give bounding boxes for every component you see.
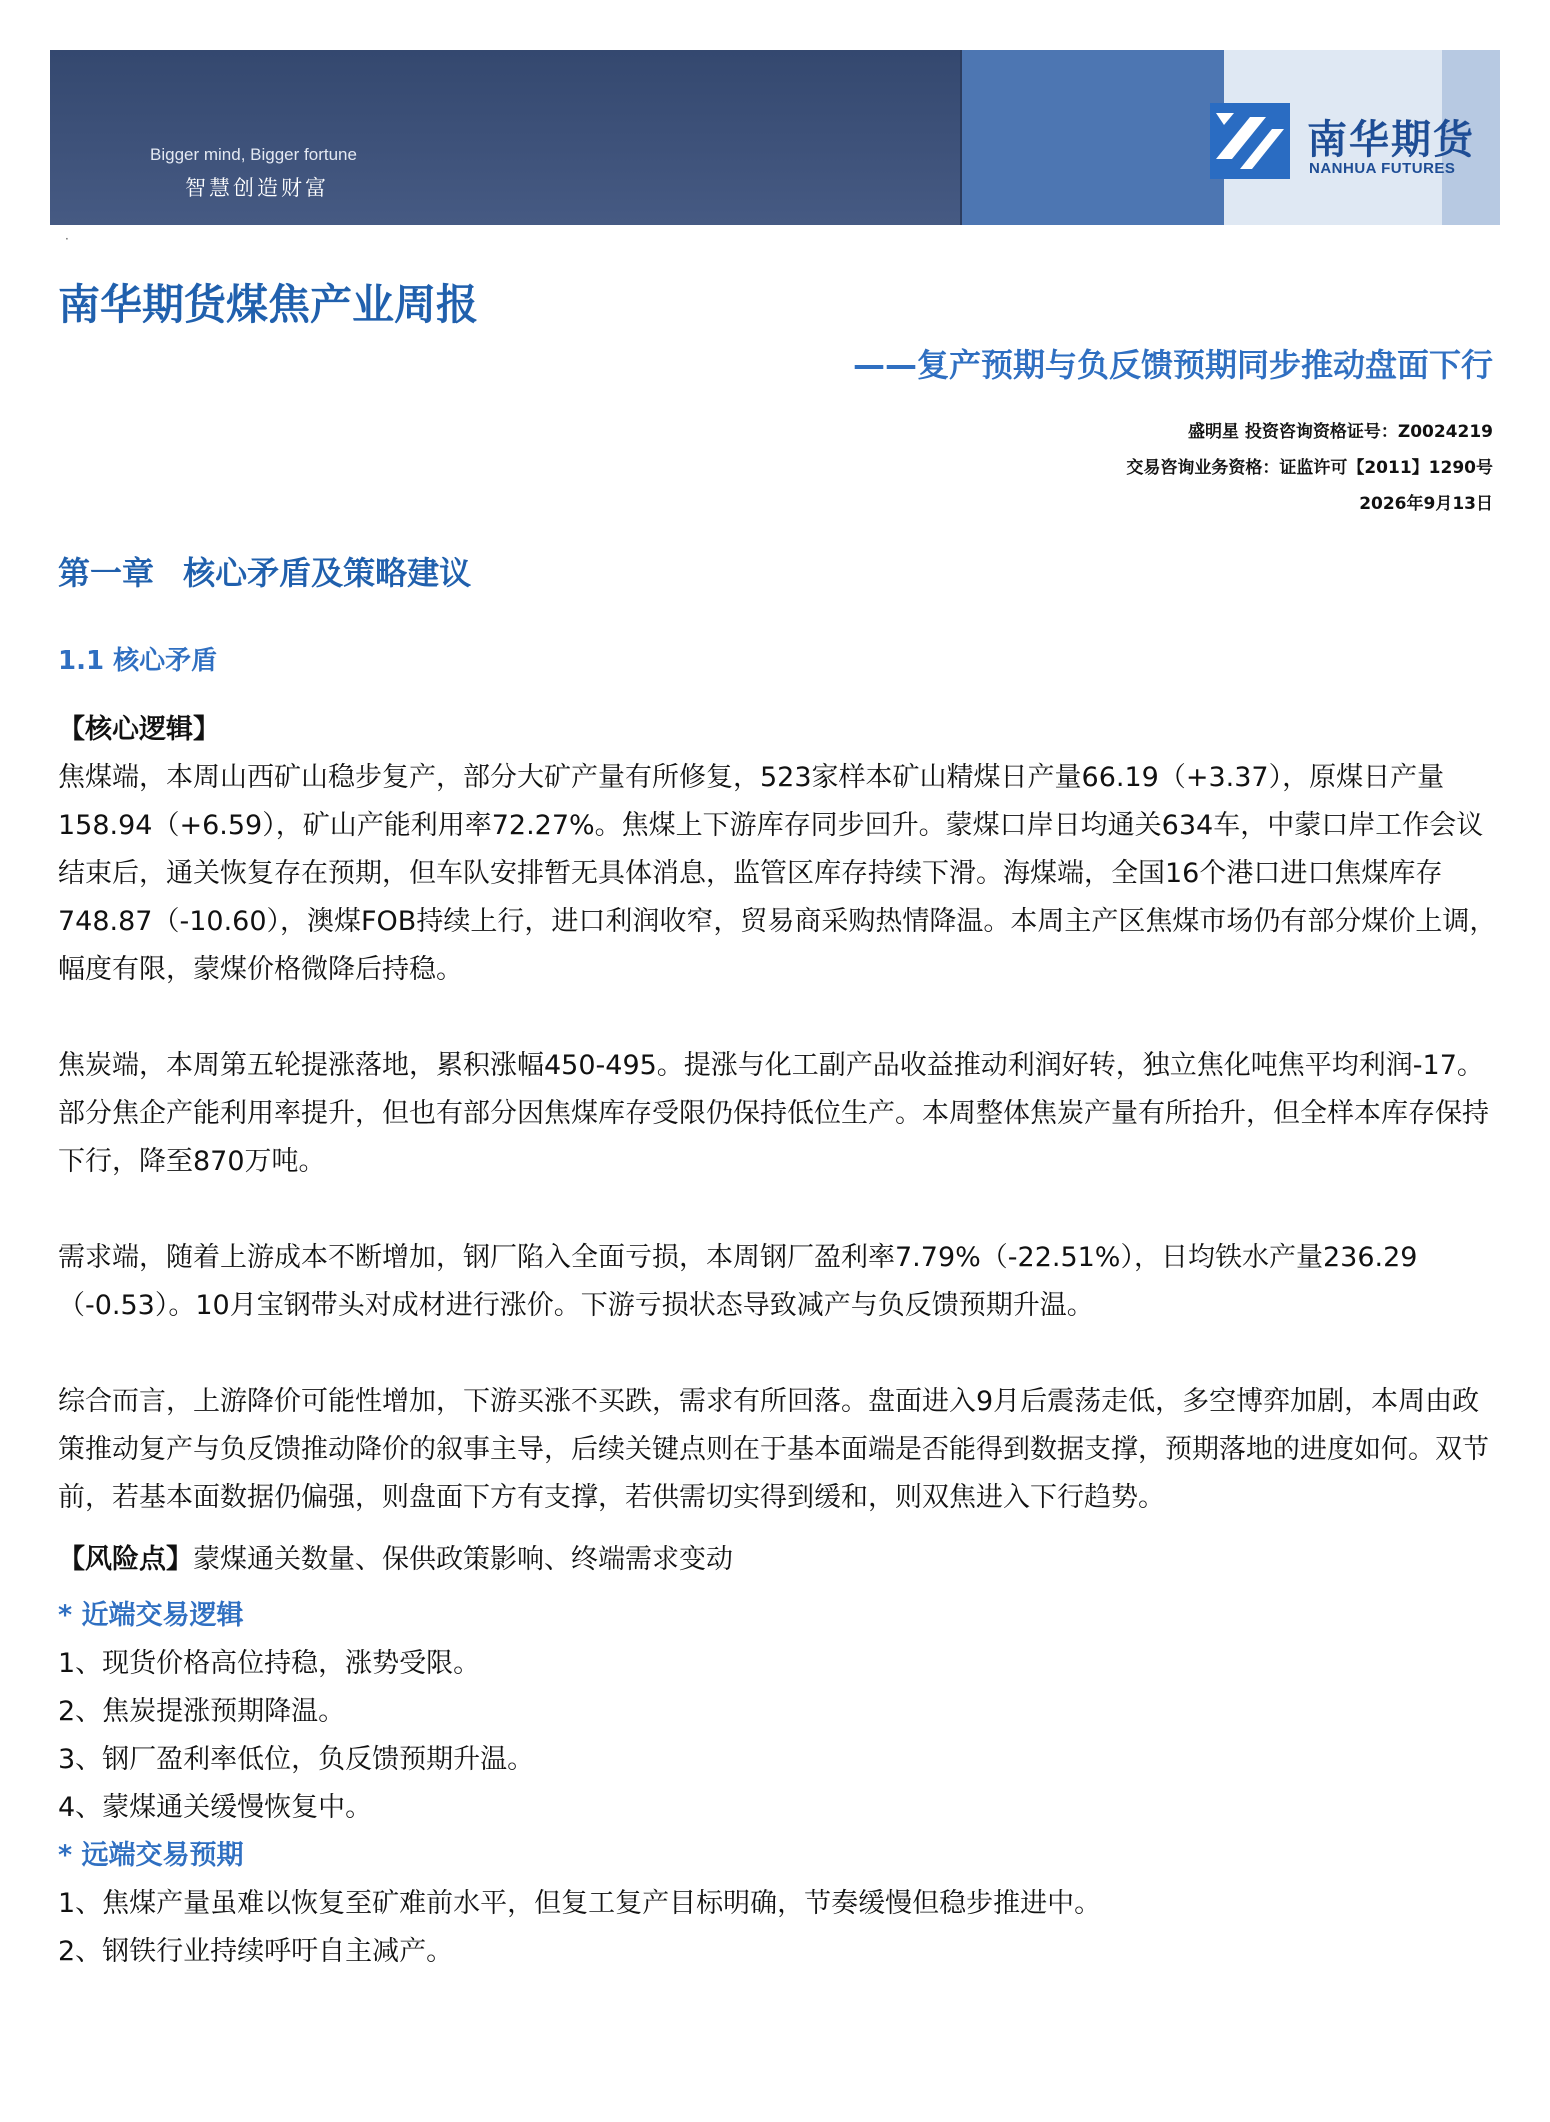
logo-text-english: NANHUA FUTURES <box>1309 160 1456 177</box>
report-date: 2026年9月13日 <box>1359 494 1493 514</box>
slogan-chinese: 智慧创造财富 <box>185 176 329 200</box>
nanhua-logo-icon <box>1210 103 1290 179</box>
spacer <box>58 994 1498 1042</box>
near-term-item: 1、现货价格高位持稳，涨势受限。 <box>58 1648 481 1679</box>
author-line: 盛明星 投资咨询资格证号：Z0024219 <box>1187 422 1493 442</box>
report-title: 南华期货煤焦产业周报 <box>58 280 479 329</box>
far-term-heading: * 远端交易预期 <box>58 1840 244 1871</box>
far-term-item: 1、焦煤产量虽难以恢复至矿难前水平，但复工复产目标明确，节奏缓慢但稳步推进中。 <box>58 1888 1102 1919</box>
chapter-heading: 第一章 核心矛盾及策略建议 <box>58 554 472 592</box>
report-body <box>58 706 1498 1976</box>
near-term-item: 3、钢厂盈利率低位，负反馈预期升温。 <box>58 1744 535 1775</box>
paragraph-coke: 焦炭端，本周第五轮提涨落地，累积涨幅450-495。提涨与化工副产品收益推动利润好转，独立焦化吨焦平均利润-17。部分焦企产能利用率提升，但也有部分因焦煤库存受限仍保持低位生产。本周整体焦炭产量有所抬升，但全样本库存保持下行，降至870万吨。 <box>58 1050 1489 1177</box>
risk-label: 【风险点】 <box>58 1544 193 1575</box>
section-heading: 1.1 核心矛盾 <box>58 646 218 676</box>
near-term-item: 4、蒙煤通关缓慢恢复中。 <box>58 1792 373 1823</box>
logo-text-chinese: 南华期货 <box>1307 117 1475 163</box>
far-term-item: 2、钢铁行业持续呼吁自主减产。 <box>58 1936 454 1967</box>
report-subtitle: ——复产预期与负反馈预期同步推动盘面下行 <box>852 346 1493 384</box>
header-banner <box>50 50 1500 225</box>
near-term-heading: * 近端交易逻辑 <box>58 1600 244 1631</box>
spacer <box>58 1522 1498 1536</box>
risk-text: 蒙煤通关数量、保供政策影响、终端需求变动 <box>193 1544 733 1575</box>
author-meta <box>1126 414 1493 522</box>
spacer <box>58 1186 1498 1234</box>
license-line: 交易咨询业务资格：证监许可【2011】1290号 <box>1126 458 1493 478</box>
paragraph-summary: 综合而言，上游降价可能性增加，下游买涨不买跌，需求有所回落。盘面进入9月后震荡走低，多空博弈加剧，本周由政策推动复产与负反馈推动降价的叙事主导，后续关键点则在于基本面端是否能得到数据支撑，预期落地的进度如何。双节前，若基本面数据仍偏强，则盘面下方有支撑，若供需切实得到缓和，则双焦进入下行趋势。 <box>58 1386 1489 1513</box>
slogan-english: Bigger mind, Bigger fortune <box>150 145 357 164</box>
spacer <box>58 1584 1498 1592</box>
risk-points <box>58 1536 1498 1584</box>
paragraph-coking-coal: 焦煤端，本周山西矿山稳步复产，部分大矿产量有所修复，523家样本矿山精煤日产量66.19（+3.37），原煤日产量158.94（+6.59），矿山产能利用率72.27%。焦煤上下游库存同步回升。蒙煤口岸日均通关634车，中蒙口岸工作会议结束后，通关恢复存在预期，但车队安排暂无具体消息，监管区库存持续下滑。海煤端，全国16个港口进口焦煤库存748.87（-10.60），澳煤FOB持续上行，进口利润收窄，贸易商采购热情降温。本周主产区焦煤市场仍有部分煤价上调，幅度有限，蒙煤价格微降后持稳。 <box>58 762 1497 985</box>
spacer <box>58 1330 1498 1378</box>
paragraph-demand: 需求端，随着上游成本不断增加，钢厂陷入全面亏损，本周钢厂盈利率7.79%（-22.51%），日均铁水产量236.29（-0.53）。10月宝钢带头对成材进行涨价。下游亏损状态导致减产与负反馈预期升温。 <box>58 1242 1418 1321</box>
stray-dot: · <box>65 232 69 246</box>
near-term-item: 2、焦炭提涨预期降温。 <box>58 1696 346 1727</box>
banner-blue-panel <box>962 50 1224 225</box>
core-logic-heading: 【核心逻辑】 <box>58 714 220 745</box>
